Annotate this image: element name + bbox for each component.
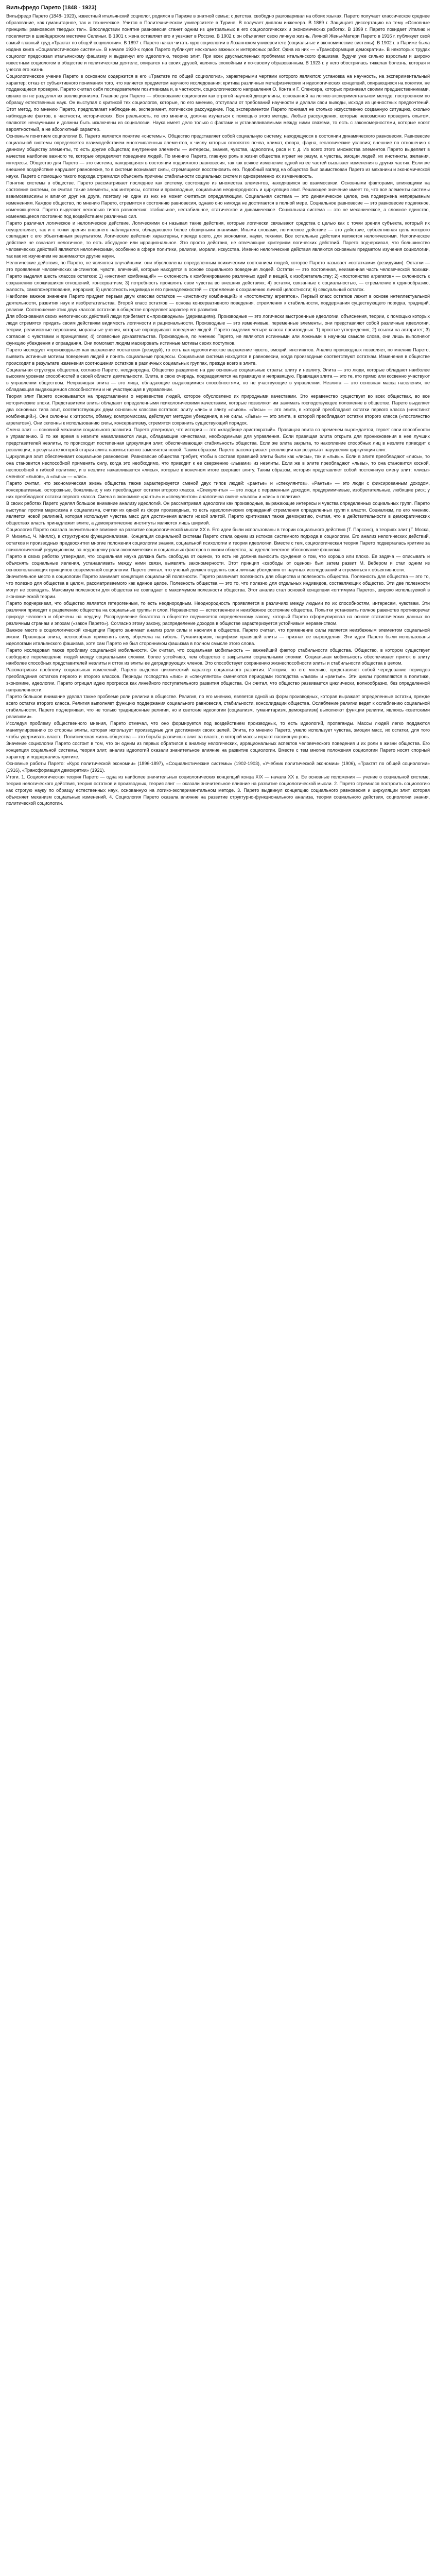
paragraph: Теория элит Парето основывается на представлении о неравенстве людей, которое обусловлено их природными качествами. Это неравенство существует во всех обществах, во все исторические эпохи. Представители элиты обладают определенными психологическими качествами, которые позволяют им занимать господствующее положение в обществе. Парето выделяет два основных типа элит, соответствующих двум основным классам остатков: элиту «лис» и элиту «львов». «Лисы» — это элита, в которой преобладают остатки первого класса («инстинкт комбинаций»). Они склонны к хитрости, обману, компромиссам, действуют методом убеждения, а не силы. «Львы» — это элита, в которой преобладают остатки второго класса («постоянство агрегатов»). Они склонны к использованию силы, консерватизму, стремятся сохранить существующий порядок. — [6, 394, 430, 426]
article — [0, 0, 436, 807]
paragraph: В своих работах Парето уделял большое внимание анализу идеологий. Он рассматривал идеологии как производные, выражающие интересы и чувства определенных социальных групп. Парето выступал против марксизма и социализма, считая их одной из форм производных, то есть идеологических оправданий стремления определенных групп к власти. Социализм, по его мнению, является новой религией, которая использует чувства масс для достижения власти новой элитой. Парето критиковал также демократию, считая, что в действительности в демократических обществах власть принадлежит элите, а демократические институты являются лишь ширмой. — [6, 500, 430, 526]
paragraph: Понятие системы в обществе. Парето рассматривает последнее как систему, состоящую из множества элементов, находящихся во взаимосвязи. Основными факторами, влияющими на состояние системы, он считал такие элементы, как интересы, остатки и производные, социальная неоднородность и циркуляция элит. Решающее значение имеет то, что все элементы системы взаимозависимы и влияют друг на друга, поэтому ни один из них не может считаться определяющим. Социальная система — это динамическое целое, она подвержена непрерывным изменениям. Каждое общество, по мнению Парето, стремится к состоянию равновесия, однако оно никогда не достигается в полной мере. Социальное равновесие — это равновесие подвижное, изменяющееся. Парето выделяет несколько типов равновесия: стабильное, нестабильное, статическое и динамическое. Социальная система — это не механическое, а сложное единство, изменяющееся постоянно под воздействием различных сил. — [6, 180, 430, 219]
paragraph: Наиболее важное значение Парето придает первым двум классам остатков — «инстинкту комбинаций» и «постоянству агрегатов». Первый класс остатков лежит в основе интеллектуальной деятельности, развития наук и изобретательства. Второй класс остатков — основа консервативного поведения, стремления к стабильности, поддержания существующего порядка, традиций, религии. Соотношение этих двух классов остатков в обществе определяет характер его развития. — [6, 294, 430, 312]
paragraph: Социологическое учение Парето в основном содержится в его «Трактате по общей социологии», характерными чертами которого являются: установка на научность, на экспериментальный характер; отказ от субъективного понимания того, что является предметом научного исследования; критика различных метафизических и идеологических концепций, опирающихся на понятия, не поддающиеся проверке. Парето считал себя последователем позитивизма и, в частности, социологического направления О. Конта и Г. Спенсера, которых признавал своими предшественниками, однако он не разделял их эволюционизма. Главное для Парето — обоснование социологии как строгой научной дисциплины, основанной на логико-экспериментальном методе, построенном по образцу естественных наук. Он выступал с критикой тех социологов, которые, по его мнению, отступали от требований научности и делали свои выводы, исходя из ценностных предпочтений. Этот метод, по мнению Парето, предполагает наблюдение, эксперимент, логическое рассуждение. Под экспериментом Парето понимал не столько искусственно созданную ситуацию, сколько наблюдение фактов, в частности, исторических. Вся реальность, по его мнению, должна изучаться с помощью этого метода. Любые рассуждения, которые невозможно проверить опытом, являются ненаучными и должны быть исключены из социологии. Наука имеет дело только с фактами и устанавливаемыми между ними связями, то есть с закономерностями, которые носят вероятностный, а не абсолютный характер. — [6, 73, 430, 132]
paragraph: Основные работы Парето: «Курс политической экономии» (1896-1897), «Социалистические системы» (1902-1903), «Учебник политической экономии» (1906), «Трактат по общей социологии» (1916), «Трансформация демократии» (1921). — [6, 760, 430, 773]
paragraph: Основным понятием социологии В. Парето является понятие «системы». Общество представляет собой социальную систему, находящуюся в состоянии динамического равновесия. Равновесие социальной системы определяется взаимодействием многочисленных элементов, к числу которых относятся почва, климат, флора, фауна, геологические условия; внешние по отношению к данному обществу элементы, то есть другие общества; внутренние элементы — интересы, знания, чувства, идеологии, раса и т. д. Из всего этого множества элементов Парето выделяет в качестве наиболее важного те, которые определяют поведение людей. По мнению Парето, главную роль в жизни общества играет не разум, а чувства, эмоции людей, их инстинкты, желания, интересы. Общество для Парето — это система, находящаяся в состоянии подвижного равновесия, так как всякое изменение одной из ее частей вызывает изменения в других частях. Если же внешнее воздействие нарушает равновесие, то в системе возникают силы, стремящиеся восстановить его. Подобный взгляд на общество был заимствован Парето из механики и экономической науки. Парето с помощью такого подхода стремился объяснить причины стабильности социальных систем и одновременно их изменчивость. — [6, 133, 430, 179]
paragraph: Значительное место в социологии Парето занимает концепция социальной полезности. Парето различает полезность для общества и полезность общества. Полезность для общества — это то, что полезно для общества в целом, рассматриваемого как единое целое. Полезность общества — это то, что полезно для отдельных индивидов, составляющих общество. Эти две полезности могут не совпадать. Максимум полезности для общества не совпадает с максимумом полезности общества. Этот анализ стал основой концепции «оптимума Парето», широко используемой в экономической теории. — [6, 574, 430, 599]
paragraph: Парето подчеркивал, что общество является гетерогенным, то есть неоднородным. Неоднородность проявляется в различиях между людьми по их способностям, интересам, чувствам. Эти различия приводят к разделению общества на социальные группы и слои. Неравенство — естественное и неизбежное состояние общества. Попытки установить полное равенство противоречат природе человека и обречены на неудачу. Распределение богатства в обществе подчиняется определенному закону, который Парето сформулировал на основе статистических данных по различным странам и эпохам («закон Парето»). Согласно этому закону, распределение доходов в обществе характеризуется устойчивым неравенством. — [6, 600, 430, 626]
paragraph: Для обоснования своих нелогических действий люди прибегают к «производным» (деривациям). Производные — это логически выстроенные идеологии, объяснения, теории, с помощью которых люди стремятся придать своим действиям видимость логичности и рациональности. Производные — это изменчивые, переменные элементы, они представляют собой различные идеологии, теории, религиозные верования, моральные учения, которые оправдывают поведение людей. Парето выделил четыре класса производных: 1) простые утверждения; 2) ссылки на авторитет; 3) согласие с чувствами и принципами; 4) словесные доказательства. Производные, по мнению Парето, не являются истинными или ложными в научном смысле слова, они лишь выполняют функцию убеждения и оправдания. Они помогают людям маскировать истинные мотивы своих поступков. — [6, 313, 430, 346]
paragraph: Парето различал логическое и нелогическое действие. Логическими он называл такие действия, которые логически связывают средства с целью как с точки зрения субъекта, который их осуществляет, так и с точки зрения внешнего наблюдателя, обладающего более обширными знаниями. Иными словами, логическое действие — это действие, субъективная цель которого совпадает с его объективным результатом. Логические действия характерны, прежде всего, для экономики, науки, техники. Все остальные действия являются нелогическими. Нелогическое действие не означает нелогичное, то есть абсурдное или иррациональное. Это просто действия, не отвечающие критериям логических действий. Парето подчеркивал, что большинство человеческих действий являются нелогическими, особенно в сфере политики, религии, морали, искусства. Именно нелогические действия являются основным предметом изучения социологии, так как их изучением не занимаются другие науки. — [6, 220, 430, 259]
paragraph: Парето исследовал также проблему социальной мобильности. Он считал, что социальная мобильность — важнейший фактор стабильности общества. Общество, в котором существует свободное перемещение людей между социальными слоями, более устойчиво, чем общество с закрытыми социальными слоями. Социальная мобильность обеспечивает приток в элиту наиболее способных представителей неэлиты и отток из элиты ее деградирующих членов. Это способствует сохранению жизнеспособности элиты и стабильности общества в целом. — [6, 647, 430, 666]
paragraph: Итоги. 1. Социологическая теория Парето — одна из наиболее значительных социологических концепций конца XIX — начала XX в. Ее основные положения — учение о социальной системе, теория нелогического действия, теория остатков и производных, теория элит — оказали значительное влияние на развитие социологической мысли. 2. Парето стремился построить социологию как строгую науку по образцу естественных наук, основанную на логико-экспериментальном методе. 3. Парето выдвинул концепцию социального равновесия и циркуляции элит, которая объясняет механизм социальных изменений. 4. Социология Парето оказала влияние на развитие структурно-функционального анализа, теории социального действия, социологии знания, политической социологии. — [6, 774, 430, 806]
article-body — [6, 13, 430, 807]
paragraph: Важное место в социологической концепции Парето занимает анализ роли силы и насилия в обществе. Парето считал, что применение силы является неизбежным элементом социальной жизни. Правящая элита, неспособная применять силу, обречена на гибель. Гуманитаризм, пацифизм правящей элиты — признак ее вырождения. Эти идеи Парето были использованы идеологами итальянского фашизма, хотя сам Парето не был сторонником фашизма в полном смысле этого слова. — [6, 627, 430, 646]
paragraph: Вильфредо Парето (1848- 1923), известный итальянский социолог, родился в Париже в знатной семье; с детства, свободно разговаривал на обоих языках. Парето получает классическое среднее образование, как гуманитарное, так и техническое. Учится в Политехническом университете в Турине. В получает диплом инженера. В 1869 г. Защищает диссертацию на тему «Основные принципы равновесия твердых тел». Впоследствии понятие равновесия станет одним из центральных в его социологических и экономических работах. В 1899 г. Парето покидает Италию и поселяется в швейцарском местечке Селиньи. В 1901 г. жена оставляет его и уезжает в Россию. В 1902 г. он объявляет свою личную жизнь. Личной Жены-Матери Парето в 1916 г. публикует свой самый главный труд «Трактат по общей социологии». В 1897 г. Парето начал читать курс социологии в Лозаннском университете (социальные и экономические системы). В 1902 г. в Париже была издана книга «Социалистические системы». В начале 1920-х годов Парето публикует несколько важных и интересных работ. Одна из них — «Трансформация демократии». В некоторых трудах социолог предсказал итальянскому фашизму и выдвинул его идеологию, теорию элит. При всех двусмысленных проблемах итальянского фашизма, будучи уже сильно взрослым и широко известным социологом в обществе и политическом деятеле, опирался на своих друзей, являясь спокойным и по-своему образованным. В 1923 г. у него обострилась тяжелая болезнь, которая и унесла его жизнь. — [6, 13, 430, 72]
paragraph: Парето исследует «производные» как выражение «остатков» (резидуй), то есть как идеологическое выражение чувств, эмоций, инстинктов. Анализ производных позволяет, по мнению Парето, выявить истинные мотивы поведения людей и понять социальные процессы. Социальная система находится в равновесии, когда производные соответствуют остаткам. Изменения в обществе происходят в результате изменения соотношения остатков в различных социальных группах, прежде всего в элите. — [6, 347, 430, 366]
paragraph: Смена элит — основной механизм социального развития. Парето утверждал, что история — это «кладбище аристократий». Правящая элита со временем вырождается, теряет свои способности к управлению. В то же время в неэлите накапливаются лица, обладающие качествами, необходимыми для управления. Если правящая элита открыта для проникновения в нее лучших представителей неэлиты, то происходит постепенная циркуляция элит, обеспечивающая стабильность общества. Если же элита закрыта, то накопление способных лиц в неэлите приводит к революции, в результате которой старая элита насильственно заменяется новой. Таким образом, Парето рассматривает революции как результат нарушения циркуляции элит. — [6, 427, 430, 452]
paragraph: Парето считал, что экономическая жизнь общества также характеризуется сменой двух типов людей: «рантье» и «спекулянтов». «Рантье» — это люди с фиксированным доходом, консервативные, осторожные, боязливые; у них преобладают остатки второго класса. «Спекулянты» — это люди с переменным доходом, предприимчивые, изобретательные, любящие риск; у них преобладают остатки первого класса. Смена в экономике «рантье» и «спекулянтов» аналогична смене «львов» и «лис» в политике. — [6, 480, 430, 499]
paragraph: Исследуя проблему общественного мнения, Парето отмечал, что оно формируется под воздействием производных, то есть идеологий, пропаганды. Массы людей легко поддаются манипулированию со стороны элиты, которая использует производные для достижения своих целей. Элита, по мнению Парето, умело использует чувства, эмоции масс, их остатки, для того чтобы удерживать власть. Политическая жизнь общества — это борьба различных элит за власть, в которой массы играют пассивную роль. — [6, 721, 430, 739]
paragraph: Циркуляция элит обеспечивает социальное равновесие. Равновесие общества требует, чтобы в составе правящей элиты были как «лисы», так и «львы». Если в элите преобладают «лисы», то она становится неспособной применять силу, когда это необходимо, что приводит к ее свержению «львами» из неэлиты. Если же в элите преобладают «львы», то она становится косной, неспособной к гибкой политике, и в неэлите накапливаются «лисы», которые в конечном итоге свергают элиту. Таким образом, история представляет собой постоянную смену элит: «лисы» сменяют «львов», а «львы» — «лис». — [6, 453, 430, 479]
article-title: Вильфредо Парето (1848 - 1923) — [6, 5, 97, 11]
paragraph: Рассматривая проблему социальных изменений, Парето выделял циклический характер социального развития. История, по его мнению, представляет собой чередование периодов преобладания остатков первого и второго классов. Периоды господства «лис» и «спекулянтов» сменяются периодами господства «львов» и «рантье». Эти циклы проявляются в политике, экономике, идеологии. Парето отрицал идею прогресса как линейного поступательного развития общества. Он считал, что общество развивается циклически, волнообразно, без определенной направленности. — [6, 667, 430, 693]
paragraph: Нелогические действия, по Парето, не являются случайными: они обусловлены определенным психическим состоянием людей, которое Парето называет «остатками» (резидуями). Остатки — это проявления человеческих инстинктов, чувств, влечений, которые находятся в основе социального поведения людей. Остатки — это постоянная, неизменная часть человеческой психики. Парето выделил шесть классов остатков: 1) «инстинкт комбинаций» — склонность к комбинированию различных идей и вещей, к изобретательству; 2) «постоянство агрегатов» — склонность к сохранению сложившихся отношений, консерватизм; 3) потребность проявлять свои чувства во внешних действиях; 4) остатки, связанные с социальностью, — стремление к единообразию, жалость, самопожертвование, иерархия; 5) целостность индивида и его принадлежностей — стремление к сохранению личной целостности; 6) сексуальный остаток. — [6, 260, 430, 293]
paragraph: Социология Парето оказала значительное влияние на развитие социологической мысли XX в. Его идеи были использованы в теории социального действия (Т. Парсонс), в теориях элит (Г. Моска, Р. Михельс, Ч. Миллс), в структурном функционализме. Концепция социальной системы Парето стала одним из истоков системного подхода в социологии. Его анализ нелогических действий, остатков и производных предвосхитил многие положения социологии знания, социальной психологии и теории идеологии. Вместе с тем, социологическая теория Парето подвергалась критике за психологический редукционизм, за недооценку роли экономических и социальных факторов в жизни общества, за идеологическое обоснование фашизма. — [6, 527, 430, 553]
paragraph: Парето большое внимание уделял также проблеме роли религии в обществе. Религия, по его мнению, является одной из форм производных, которая выражает определенные остатки, прежде всего остатки второго класса. Религия выполняет функцию поддержания социального равновесия, стабильности, консолидации общества. Ослабление религии ведет к ослаблению социальной стабильности. Парето подчеркивал, что не только традиционные религии, но и светские идеологии (социализм, гуманитаризм, демократизм) выполняют функции религии, являясь «светскими религиями». — [6, 694, 430, 720]
paragraph: Социальная структура общества, согласно Парето, неоднородна. Общество разделено на две основные социальные страты: элиту и неэлиту. Элита — это люди, которые обладают наиболее высоким уровнем способностей в своей области деятельности. Элита, в свою очередь, подразделяется на правящую и неправящую. Правящая элита — это те, кто прямо или косвенно участвуют в управлении обществом. Неправящая элита — это лица, обладающие выдающимися способностями, но не участвующие в управлении. Неэлита — это основная масса населения, не обладающая выдающимися способностями и не участвующая в управлении. — [6, 367, 430, 393]
paragraph: Парето в своих работах утверждал, что социальная наука должна быть свободна от оценок, то есть не должна выносить суждения о том, что хорошо или плохо. Ее задача — описывать и объяснять социальные явления, устанавливать между ними связи, выявлять закономерности. Этот принцип «свободы от оценок» был затем развит М. Вебером и стал одним из основополагающих принципов современной социологии. Парето считал, что ученый должен отделять свои личные убеждения от научных исследований и стремиться к объективности. — [6, 554, 430, 573]
paragraph: Значение социологии Парето состоит в том, что он одним из первых обратился к анализу нелогических, иррациональных аспектов человеческого поведения и их роли в жизни общества. Его концепция социальной системы, теория элит, анализ идеологий оказали значительное влияние на развитие социологии. Вместе с тем многие положения социологии Парето носят спорный характер и подвергались критике. — [6, 740, 430, 759]
